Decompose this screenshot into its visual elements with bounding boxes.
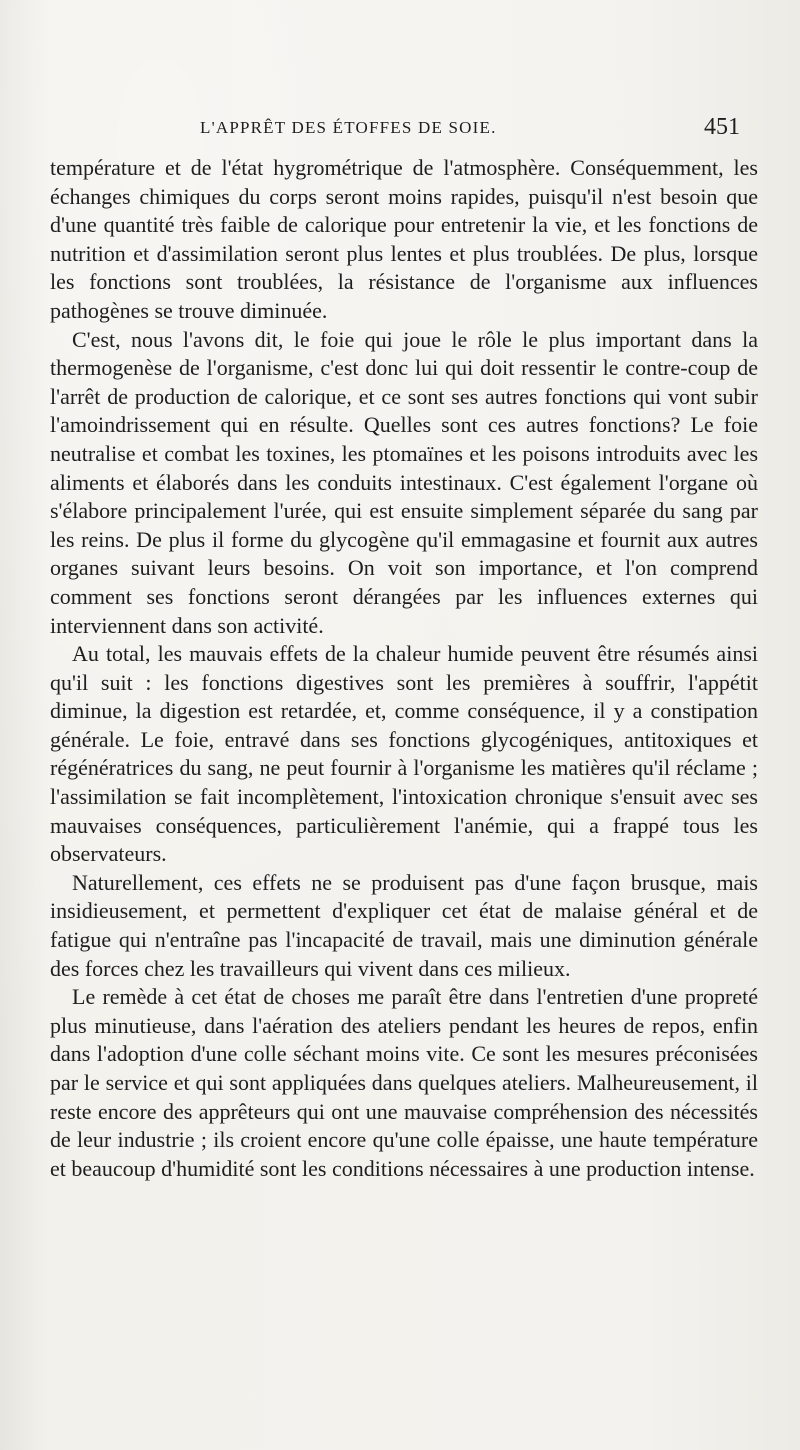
paragraph-continuation: température et de l'état hygrométrique de l'atmosphère. Conséquemment, les échanges chimiques du corps seront moins rapides, puisqu'il n'est besoin que d'une quantité très faible de calorique pour entretenir la vie, et les fonctions de nutrition et d'assimilation seront plus lentes et plus troublées. De plus, lorsque les fonctions sont troublées, la résistance de l'organisme aux influences pathogènes se trouve diminuée. [50,155,758,323]
page-header [0,114,800,148]
paragraph-remedy: Le remède à cet état de choses me paraît être dans l'entretien d'une propreté plus minutieuse, dans l'aération des ateliers pendant les heures de repos, enfin dans l'adoption d'une colle séchant moins vite. Ce sont les mesures préconisées par le service et qui sont appliquées dans quelques ateliers. Malheureusement, il reste encore des apprêteurs qui ont une mauvaise compréhension des nécessités de leur industrie ; ils croient encore qu'une colle épaisse, une haute température et beaucoup d'humidité sont les conditions nécessaires à une production intense. [50,984,758,1181]
paragraph-liver-role: C'est, nous l'avons dit, le foie qui joue le rôle le plus important dans la thermogenèse de l'organisme, c'est donc lui qui doit ressentir le contre-coup de l'arrêt de production de calorique, et ce sont ses autres fonctions qui vont subir l'amoindrissement qui en résulte. Quelles sont ces autres fonctions? Le foie neutralise et combat les toxines, les ptomaïnes et les poisons introduits avec les aliments et élaborés dans les conduits intestinaux. C'est également l'organe où s'élabore principalement l'urée, qui est ensuite simplement séparée du sang par les reins. De plus il forme du glycogène qu'il emmagasine et fournit aux autres organes suivant leurs besoins. On voit son importance, et l'on comprend comment ses fonctions seront dérangées par les influences externes qui interviennent dans son activité. [50,326,758,638]
running-title: L'APPRÊT DES ÉTOFFES DE SOIE. [200,118,497,137]
paragraph-summary-effects: Au total, les mauvais effets de la chaleur humide peuvent être résumés ainsi qu'il suit : les fonctions digestives sont les premières à souffrir, l'appétit diminue, la digestion est retardée, et, comme conséquence, il y a constipation générale. Le foie, entravé dans ses fonctions glycogéniques, antitoxiques et régénératrices du sang, ne peut fournir à l'organisme les matières qu'il réclame ; l'assimilation se fait incomplètement, l'intoxication chronique s'ensuit avec ses mauvaises conséquences, particulièrement l'anémie, qui a frappé tous les observateurs. [50,641,758,867]
page-number: 451 [704,114,740,140]
paragraph-gradual-effects: Naturellement, ces effets ne se produisent pas d'une façon brusque, mais insidieusement, et permettent d'expliquer cet état de malaise général et de fatigue qui n'entraîne pas l'incapacité de travail, mais une diminution générale des forces chez les travailleurs qui vivent dans ces milieux. [50,869,758,981]
body-text [50,154,758,1183]
